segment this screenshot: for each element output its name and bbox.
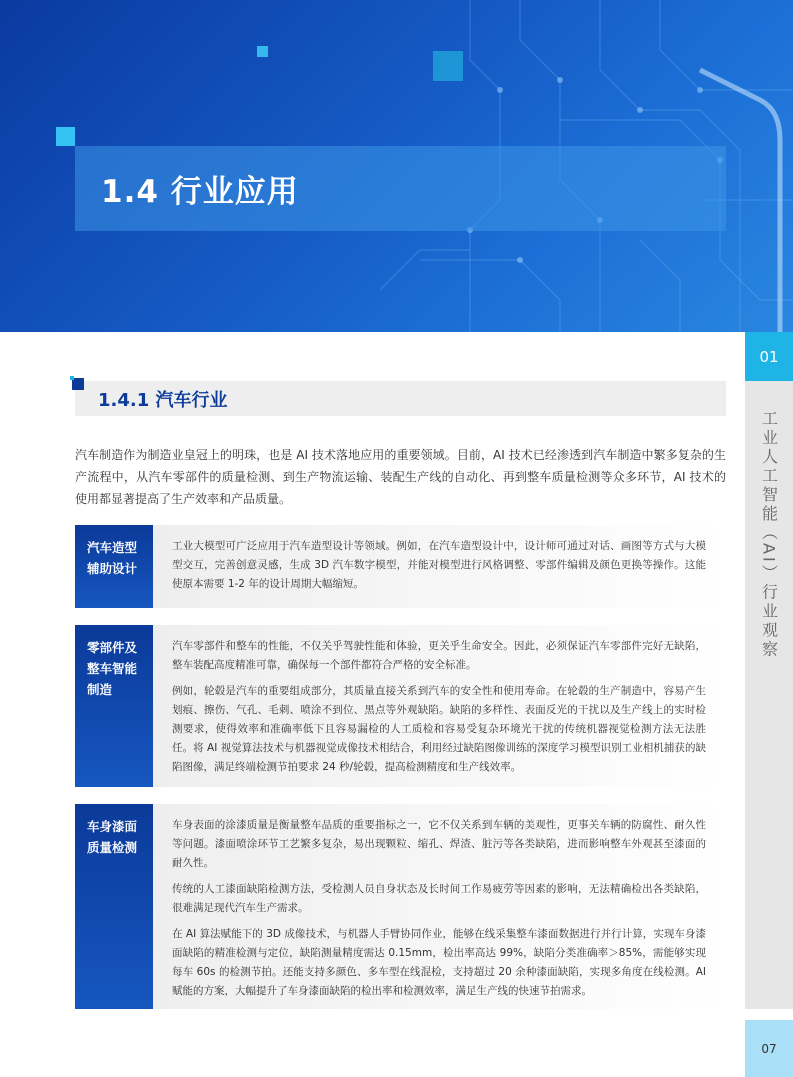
topic-paragraph: 汽车零部件和整车的性能，不仅关乎驾驶性能和体验，更关乎生命安全。因此，必须保证汽车零部件完好无缺陷，整车装配高度精准可靠，确保每一个部件都符合严格的安全标准。 (172, 640, 706, 671)
topic-block-parts-manufacturing (75, 625, 726, 787)
topic-content (153, 525, 726, 608)
topic-label-line: 车身漆面 (87, 819, 138, 834)
topic-label-line: 制造 (87, 682, 113, 697)
section-heading (75, 381, 726, 416)
section-title: 1.4.1 汽车行业 (98, 389, 228, 411)
decorative-square (433, 51, 463, 81)
topic-paragraph: 在 AI 算法赋能下的 3D 成像技术，与机器人手臂协同作业，能够在线采集整车漆面数据进行并行计算，实现车身漆面缺陷的精准检测与定位，缺陷测量精度需达 0.15mm，检出率高达 99%，缺陷分类准确率＞85%，需能够实现每车 60s 的检测节拍。还能支持多颜色、多车型在线混检，支持超过 20 余种漆面缺陷，实现多角度在线检测。AI 赋能的方案，大幅提升了车身漆面缺陷的检出率和检测效率，满足生产线的快速节拍需求。 (172, 928, 706, 997)
page-title: 1.4 行业应用 (101, 174, 299, 210)
topic-content (153, 804, 726, 1009)
topic-label (75, 804, 153, 1009)
topic-label-line: 零部件及 (87, 640, 138, 655)
section-marker-dot (70, 376, 74, 380)
section-intro: 汽车制造作为制造业皇冠上的明珠，也是 AI 技术落地应用的重要领域。目前，AI 技术已经渗透到汽车制造中繁多复杂的生产流程中，从汽车零部件的质量检测、到生产物流运输、装配生产线的自动化、再到整车质量检测等众多环节，AI 技术的使用都显著提高了生产效率和产品质量。 (75, 448, 726, 506)
topic-block-paint-inspection (75, 804, 726, 1009)
topic-label-line: 质量检测 (87, 840, 138, 855)
decorative-square (257, 46, 268, 57)
topic-paragraph: 例如，轮毂是汽车的重要组成部分，其质量直接关系到汽车的安全性和使用寿命。在轮毂的生产制造中，容易产生划痕、擦伤、气孔、毛刺、喷涂不到位、黑点等外观缺陷。缺陷的多样性、表面反光的干扰以及生产线上的实时检测要求，使得效率和准确率低下且容易漏检的人工质检和容易受复杂环境光干扰的传统机器视觉检测方法无法胜任。将 AI 视觉算法技术与机器视觉成像技术相结合，利用经过缺陷图像训练的深度学习模型识别工业相机捕获的缺陷图像，满足终端检测节拍要求 24 秒/轮毂，提高检测精度和生产线效率。 (172, 685, 706, 773)
page-number: 07 (745, 1020, 793, 1077)
topic-block-styling-design (75, 525, 726, 608)
topic-content (153, 625, 726, 787)
topic-paragraph: 工业大模型可广泛应用于汽车造型设计等领域。例如，在汽车造型设计中，设计师可通过对话、画图等方式与大模型交互，完善创意灵感，生成 3D 汽车数字模型，并能对模型进行风格调整、零部件编辑及颜色更换等操作。这能使原本需要 1-2 年的设计周期大幅缩短。 (172, 540, 706, 590)
chapter-title: 工业人工智能（AI）行业观察 (759, 410, 779, 660)
topic-paragraph: 车身表面的涂漆质量是衡量整车品质的重要指标之一，它不仅关系到车辆的美观性，更事关车辆的防腐性、耐久性等问题。漆面喷涂环节工艺繁多复杂，易出现颗粒、缩孔、焊渣、脏污等各类缺陷，进而影响整车外观甚至漆面的耐久性。 (172, 819, 706, 869)
decorative-square (56, 127, 75, 146)
topic-label (75, 625, 153, 787)
topic-paragraph: 传统的人工漆面缺陷检测方法，受检测人员自身状态及长时间工作易疲劳等因素的影响，无法精确检出各类缺陷，很难满足现代汽车生产需求。 (172, 883, 706, 914)
hero-banner (0, 0, 793, 332)
topic-label-line: 辅助设计 (87, 561, 138, 576)
topic-label-line: 整车智能 (87, 661, 138, 676)
topic-label-line: 汽车造型 (87, 540, 138, 555)
title-band (75, 146, 726, 231)
topic-label (75, 525, 153, 608)
chapter-number: 01 (745, 332, 793, 381)
